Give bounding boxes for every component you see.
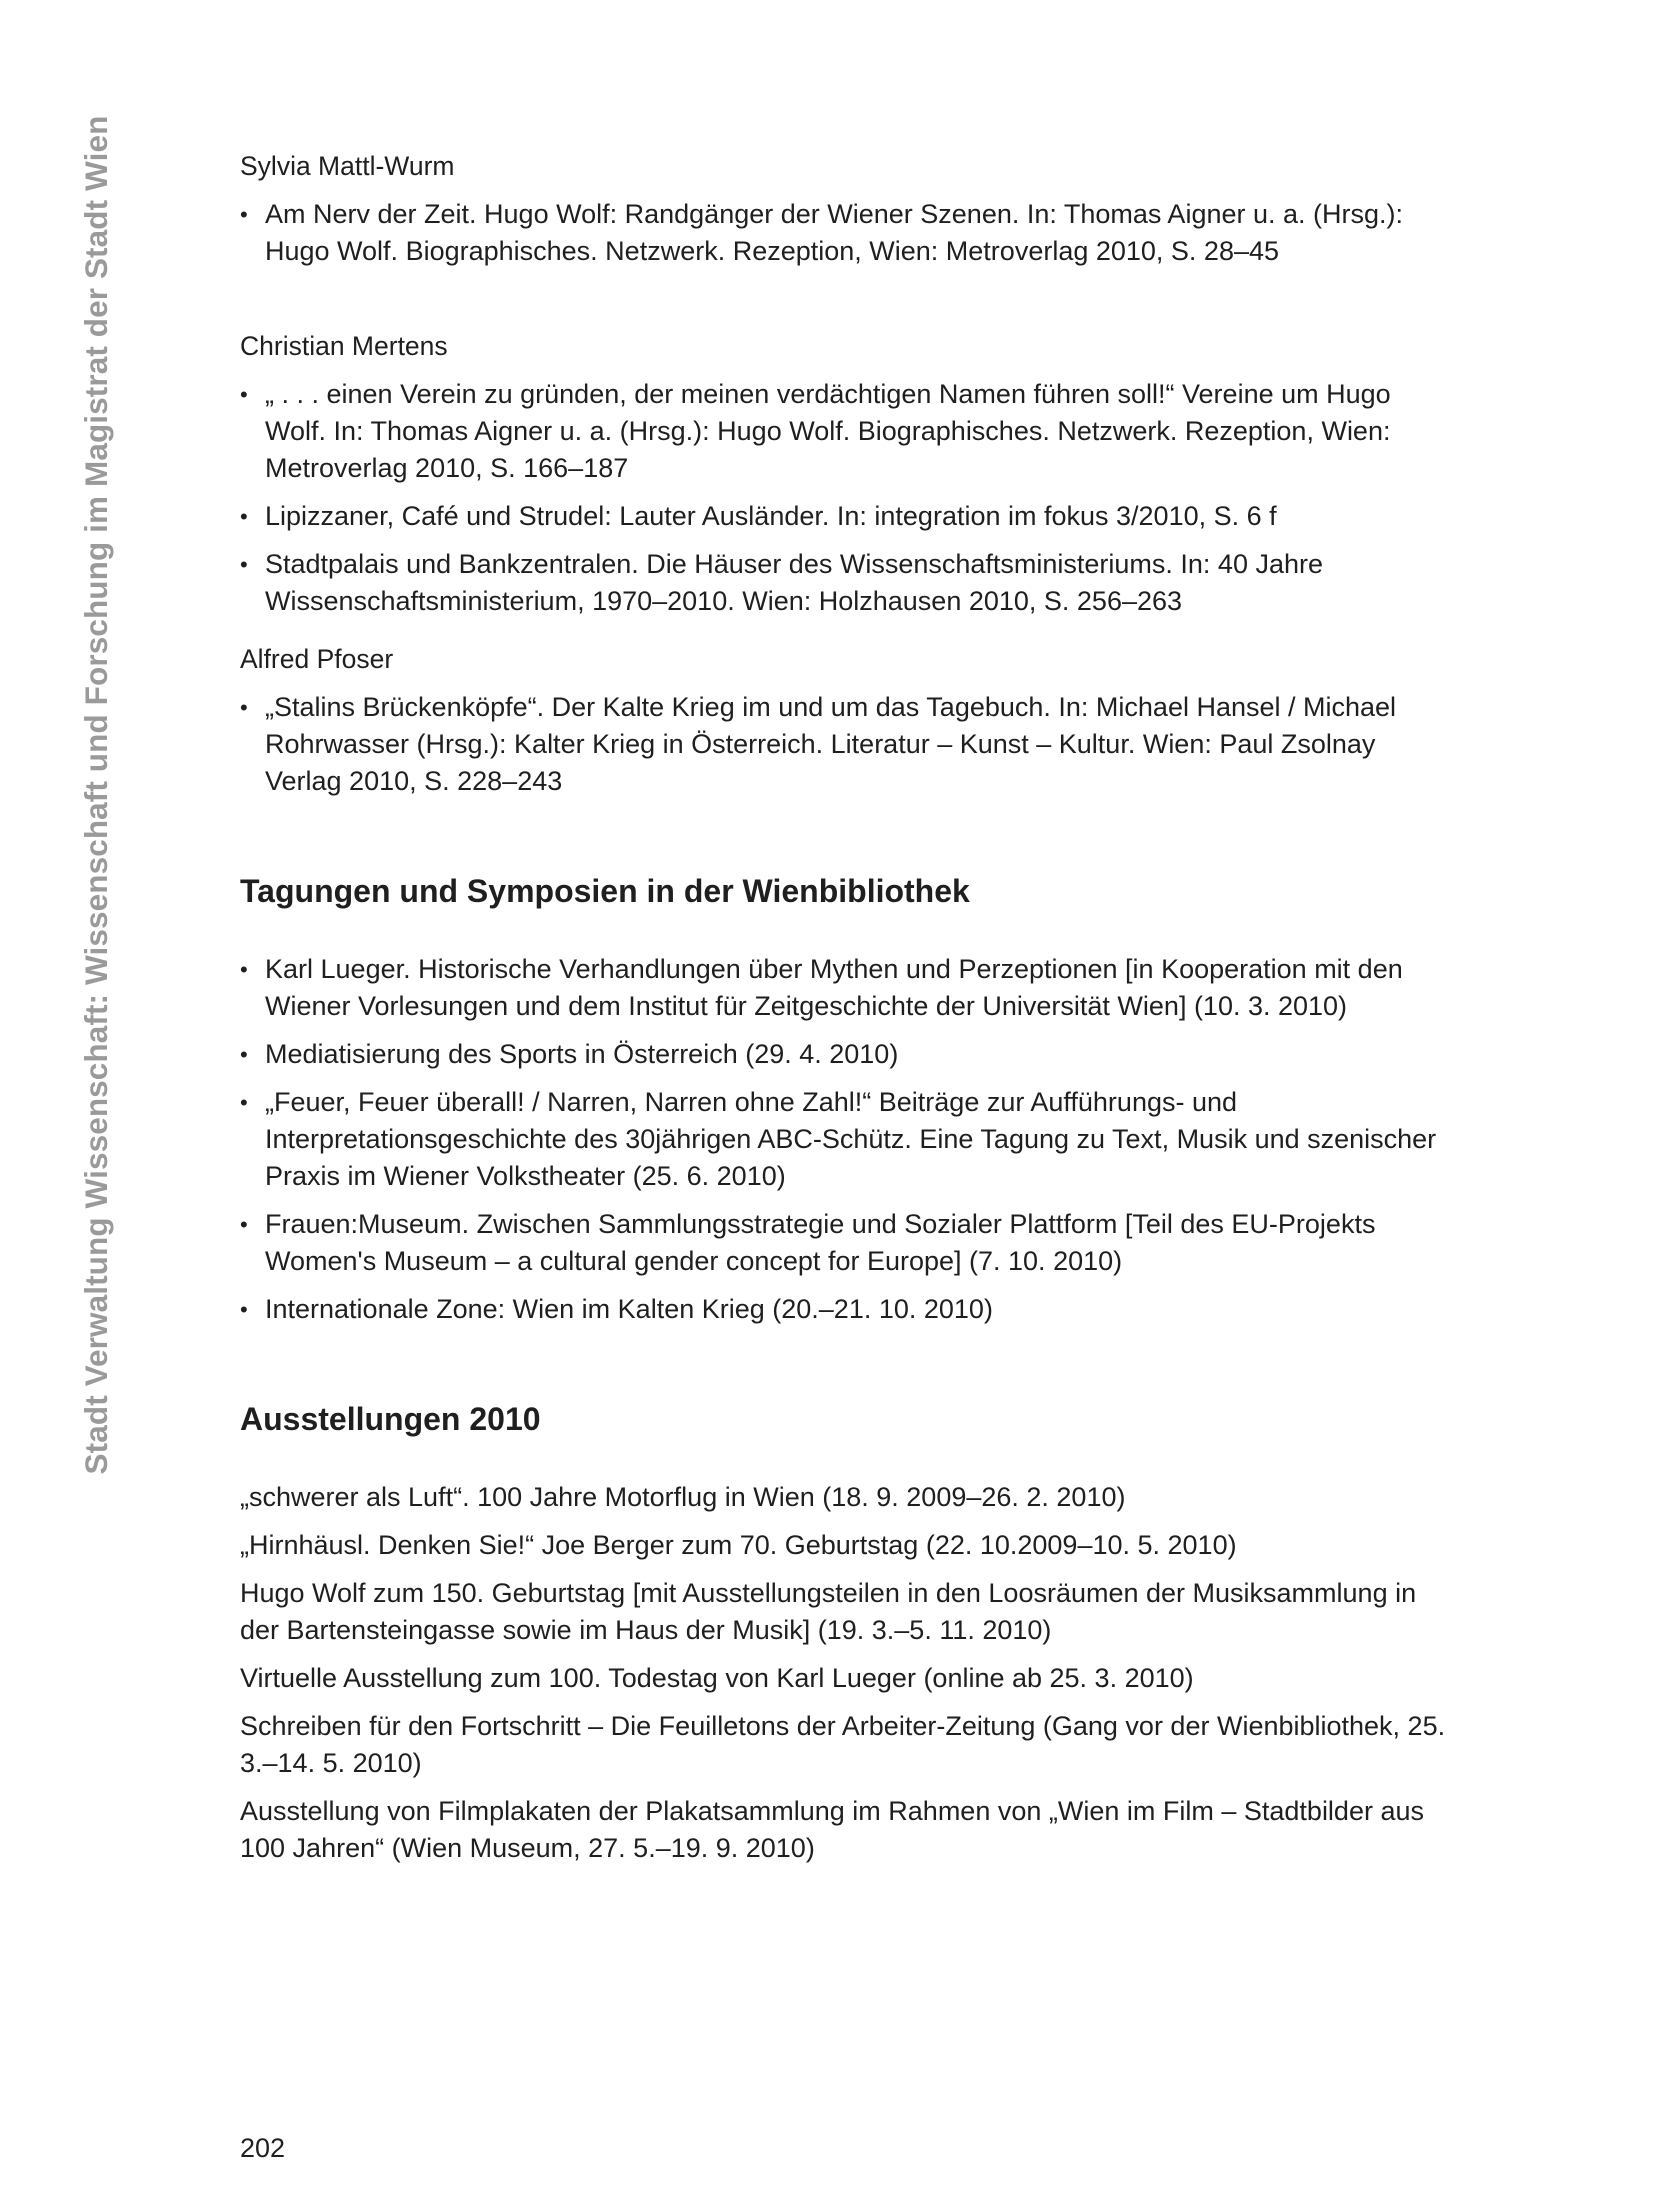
bullet-icon: • <box>240 1090 248 1115</box>
author-name: Alfred Pfoser <box>240 644 394 674</box>
list-item-text: Karl Lueger. Historische Verhandlungen über Mythen und Perzeptionen [in Kooperation mit den Wiener Vorlesungen und dem Institut für Zeitgeschichte der Universität Wien] (10. 3. 2010) <box>265 954 1403 1021</box>
bullet-icon: • <box>240 957 248 982</box>
list-item <box>240 196 1450 270</box>
bullet-icon: • <box>240 202 248 227</box>
list-item-text: Mediatisierung des Sports in Österreich (29. 4. 2010) <box>265 1039 899 1069</box>
list-item: Ausstellung von Filmplakaten der Plakatsammlung im Rahmen von „Wien im Film – Stadtbilder aus 100 Jahren“ (Wien Museum, 27. 5.–19. 9. 2010) <box>240 1796 1424 1863</box>
ausstellungen-list <box>240 1479 1450 1867</box>
publication-block <box>240 328 1450 620</box>
publication-list <box>240 689 1450 800</box>
section-heading-ausstellungen: Ausstellungen 2010 <box>240 1401 541 1437</box>
bullet-icon: • <box>240 382 248 407</box>
list-item: „schwerer als Luft“. 100 Jahre Motorflug in Wien (18. 9. 2009–26. 2. 2010) <box>240 1482 1126 1512</box>
list-item <box>240 1291 1450 1328</box>
list-item-text: Frauen:Museum. Zwischen Sammlungsstrategie und Sozialer Plattform [Teil des EU-Projekts Women's Museum – a cultural gender concept for Europe] (7. 10. 2010) <box>265 1209 1376 1276</box>
list-item: Hugo Wolf zum 150. Geburtstag [mit Ausstellungsteilen in den Loosräumen der Musiksammlung in der Bartensteingasse sowie im Haus der Musik] (19. 3.–5. 11. 2010) <box>240 1578 1417 1645</box>
list-item: Schreiben für den Fortschritt – Die Feuilletons der Arbeiter-Zeitung (Gang vor der Wienbibliothek, 25. 3.–14. 5. 2010) <box>240 1711 1446 1778</box>
list-item <box>240 498 1450 535</box>
bullet-icon: • <box>240 1212 248 1237</box>
list-item-text: Lipizzaner, Café und Strudel: Lauter Ausländer. In: integration im fokus 3/2010, S. 6 f <box>265 501 1277 531</box>
bullet-icon: • <box>240 504 248 529</box>
bullet-icon: • <box>240 1297 248 1322</box>
author-name: Christian Mertens <box>240 331 448 361</box>
page-number: 202 <box>240 2133 286 2163</box>
list-item <box>240 1036 1450 1073</box>
list-item-text: „Stalins Brückenköpfe“. Der Kalte Krieg im und um das Tagebuch. In: Michael Hansel / Michael Rohrwasser (Hrsg.): Kalter Krieg in Österreich. Literatur – Kunst – Kultur. Wien: Paul Zsolnay Verlag 2010, S. 228–243 <box>265 692 1397 796</box>
list-item-text: Stadtpalais und Bankzentralen. Die Häuser des Wissenschaftsministeriums. In: 40 Jahre Wissenschaftsministerium, 1970–2010. Wien: Holzhausen 2010, S. 256–263 <box>265 549 1324 616</box>
publication-block <box>240 641 1450 800</box>
publication-list <box>240 376 1450 620</box>
tagungen-list <box>240 951 1450 1328</box>
list-item-text: „Feuer, Feuer überall! / Narren, Narren ohne Zahl!“ Beiträge zur Aufführungs- und Interpretationsgeschichte des 30jährigen ABC-Schütz. Eine Tagung zu Text, Musik und szenischer Praxis im Wiener Volkstheater (25. 6. 2010) <box>265 1087 1437 1191</box>
publication-list <box>240 196 1450 270</box>
list-item <box>240 546 1450 620</box>
bullet-icon: • <box>240 552 248 577</box>
list-item <box>240 689 1450 800</box>
list-item <box>240 376 1450 487</box>
page-content <box>240 148 1450 1878</box>
list-item: Virtuelle Ausstellung zum 100. Todestag von Karl Lueger (online ab 25. 3. 2010) <box>240 1663 1194 1693</box>
list-item <box>240 951 1450 1025</box>
list-item-text: Internationale Zone: Wien im Kalten Krieg (20.–21. 10. 2010) <box>265 1294 993 1324</box>
bullet-icon: • <box>240 1042 248 1067</box>
publication-block <box>240 148 1450 270</box>
author-name: Sylvia Mattl-Wurm <box>240 151 455 181</box>
sidebar-running-title: Stadt Verwaltung Wissenschaft: Wissenschaft und Forschung im Magistrat der Stadt Wien <box>78 115 114 1475</box>
list-item: „Hirnhäusl. Denken Sie!“ Joe Berger zum 70. Geburtstag (22. 10.2009–10. 5. 2010) <box>240 1530 1237 1560</box>
section-heading-tagungen: Tagungen und Symposien in der Wienbibliothek <box>240 873 970 909</box>
list-item-text: „ . . . einen Verein zu gründen, der meinen verdächtigen Namen führen soll!“ Vereine um Hugo Wolf. In: Thomas Aigner u. a. (Hrsg.): Hugo Wolf. Biographisches. Netzwerk. Rezeption, Wien: Metroverlag 2010, S. 166–187 <box>265 379 1391 483</box>
bullet-icon: • <box>240 695 248 720</box>
list-item <box>240 1084 1450 1195</box>
list-item-text: Am Nerv der Zeit. Hugo Wolf: Randgänger der Wiener Szenen. In: Thomas Aigner u. a. (Hrsg.): Hugo Wolf. Biographisches. Netzwerk. Rezeption, Wien: Metroverlag 2010, S. 28–45 <box>265 199 1404 266</box>
list-item <box>240 1206 1450 1280</box>
